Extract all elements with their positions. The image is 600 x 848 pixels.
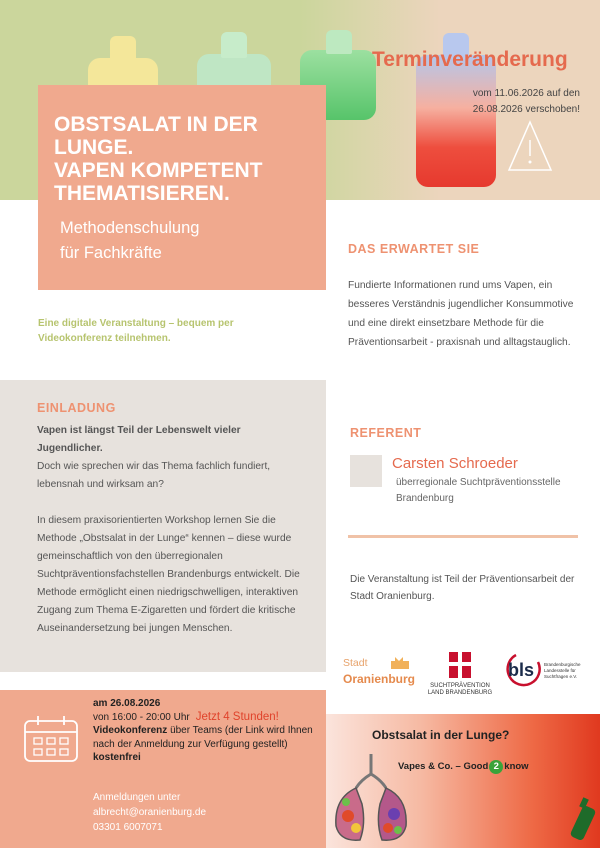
subtitle bbox=[60, 216, 199, 266]
einladung-text bbox=[37, 422, 309, 638]
warning-icon bbox=[506, 118, 554, 174]
stadt-oranienburg-logo bbox=[343, 655, 415, 691]
poster-subtitle bbox=[398, 760, 529, 774]
logo-text: Oranienburg bbox=[343, 672, 416, 686]
einladung-body: In diesem praxisorientierten Workshop lernen Sie die Methode „Obstsalat in der Lunge“ kennen – diese wurde gemeinschaftlich von den überregionalen Suchtpräventionsfachstellen Brandenburgs entwickelt. Die Methode ermöglicht einen niedrigschwelligen, interaktiven Zugang zum Thema E-Zigaretten und fördert die kritische Auseinandersetzung bei jungen Menschen. bbox=[37, 515, 300, 634]
logo-text: Stadt bbox=[343, 657, 368, 669]
poster-sub-num: 2 bbox=[489, 760, 503, 774]
logo-text: LAND BRANDENBURG bbox=[427, 690, 493, 696]
logo-text: bls bbox=[508, 660, 535, 680]
sucht-emblem-icon bbox=[447, 650, 473, 680]
poster-title: Obstsalat in der Lunge? bbox=[372, 728, 510, 742]
erwartet-heading: DAS ERWARTET SIE bbox=[348, 242, 480, 256]
divider bbox=[348, 535, 578, 538]
logo-text: Brandenburgische Landesstelle für Suchtfragen e.V. bbox=[544, 662, 581, 679]
title-line: THEMATISIEREN. bbox=[54, 182, 230, 205]
erwartet-text: Fundierte Informationen rund ums Vapen, ein besseres Verständnis jugendlicher Konsummotive und eine direkt einsetzbare Methode für die Präventionsarbeit - praxisnah und alltagstauglich. bbox=[348, 280, 574, 348]
referent-photo bbox=[350, 455, 382, 487]
event-time-row bbox=[93, 711, 323, 725]
referent-org: überregionale Suchtpräventionsstelle Brandenburg bbox=[396, 477, 561, 504]
einladung-question: Doch wie sprechen wir das Thema fachlich fundiert, lebensnah und wirksam an? bbox=[37, 461, 271, 490]
event-video-text: über Teams (der Link wird Ihnen nach der Anmeldung zur Verfügung gestellt) bbox=[93, 725, 313, 750]
title-line: VAPEN KOMPETENT bbox=[54, 159, 263, 182]
calendar-icon bbox=[22, 713, 80, 765]
referent-name: Carsten Schroeder bbox=[392, 455, 518, 472]
poster-sub-post: know bbox=[504, 761, 529, 772]
title-line: LUNGE. bbox=[54, 136, 134, 159]
poster-sub-pre: Vapes & Co. – Good bbox=[398, 761, 489, 772]
event-video-label: Videokonferenz bbox=[93, 725, 168, 736]
referent-heading: REFERENT bbox=[350, 426, 422, 440]
contact-email[interactable]: albrecht@oranienburg.de bbox=[93, 807, 207, 818]
main-title bbox=[54, 113, 314, 205]
termin-text: vom 11.06.2026 auf den 26.08.2026 verschoben! bbox=[472, 88, 580, 115]
title-line: OBSTSALAT IN DER bbox=[54, 113, 258, 136]
title-box bbox=[38, 85, 326, 290]
contact-info bbox=[93, 790, 206, 835]
subtitle-line: Methodenschulung bbox=[60, 219, 200, 237]
event-free: kostenfrei bbox=[93, 752, 141, 763]
event-highlight: Jetzt 4 Stunden! bbox=[195, 710, 279, 723]
logo-text: SUCHTPRÄVENTION bbox=[430, 683, 490, 689]
einladung-heading: EINLADUNG bbox=[37, 401, 116, 415]
referent-note: Die Veranstaltung ist Teil der Präventionsarbeit der Stadt Oranienburg. bbox=[350, 574, 575, 602]
subtitle-line: für Fachkräfte bbox=[60, 244, 162, 262]
bls-logo bbox=[498, 652, 588, 692]
einladung-intro: Vapen ist längst Teil der Lebenswelt vieler Jugendlicher. bbox=[37, 425, 241, 454]
digital-note: Eine digitale Veranstaltung – bequem per Videokonferenz teilnehmen. bbox=[38, 318, 234, 344]
event-time: von 16:00 - 20:00 Uhr bbox=[93, 711, 190, 723]
contact-label: Anmeldungen unter bbox=[93, 792, 181, 803]
suchtpraevention-logo bbox=[425, 650, 495, 696]
event-info bbox=[93, 697, 323, 765]
termin-heading: Terminveränderung bbox=[372, 48, 568, 71]
event-date: am 26.08.2026 bbox=[93, 698, 161, 709]
event-video-row bbox=[93, 724, 323, 751]
castle-icon bbox=[389, 655, 411, 671]
contact-phone[interactable]: 03301 6007071 bbox=[93, 822, 163, 833]
